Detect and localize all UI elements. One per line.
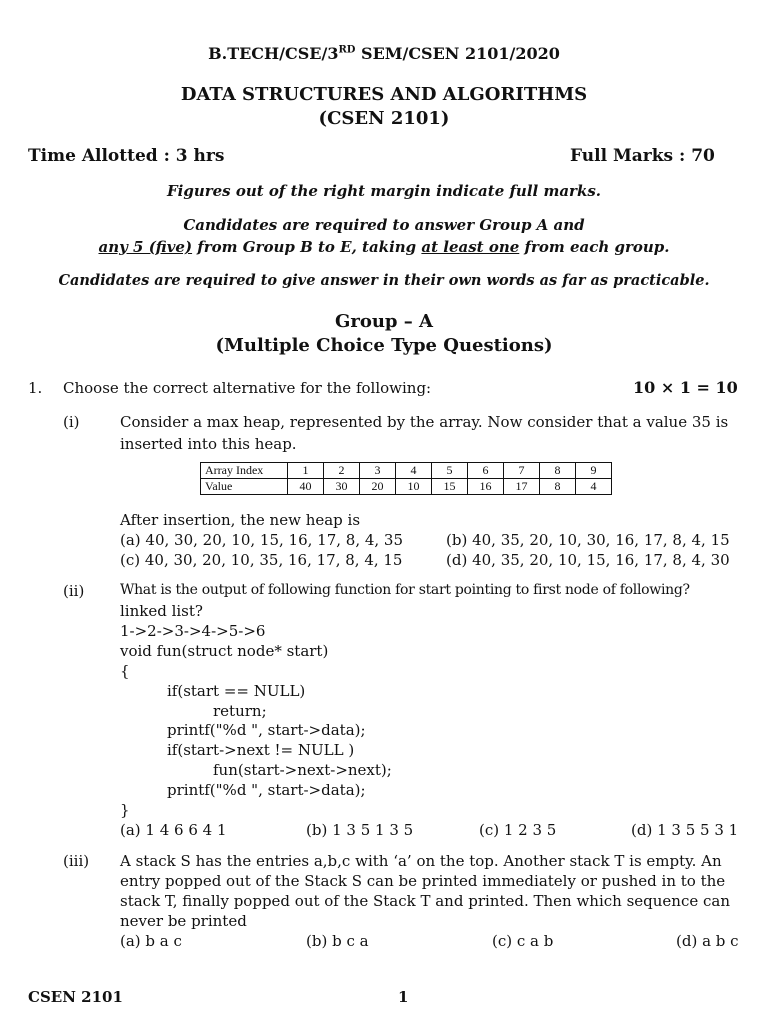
- table-cell: 20: [360, 479, 396, 495]
- value-row: [201, 479, 612, 495]
- sub-question-line: stack T, finally popped out of the Stack T and printed. Then which sequence can: [120, 892, 731, 910]
- option-c: (c) 1 2 3 5: [479, 821, 557, 839]
- table-cell: 15: [432, 479, 468, 495]
- table-cell: 5: [432, 463, 468, 479]
- sub-question-line: After insertion, the new heap is: [120, 511, 361, 529]
- sub-question-line: What is the output of following function for start pointing to first node of following?: [120, 582, 690, 598]
- paper-title: DATA STRUCTURES AND ALGORITHMS: [180, 84, 588, 105]
- full-marks: Full Marks : 70: [570, 146, 715, 166]
- group-subtitle: (Multiple Choice Type Questions): [215, 335, 553, 356]
- table-cell: 10: [396, 479, 432, 495]
- code-line: 1->2->3->4->5->6: [120, 622, 266, 640]
- footer-code: CSEN 2101: [28, 988, 123, 1006]
- option-a: (a) b a c: [120, 932, 182, 950]
- page-number: 1: [398, 988, 409, 1006]
- at-least-one-text: at least one: [421, 238, 520, 256]
- paper-code-suffix: SEM/CSEN 2101/2020: [355, 44, 560, 63]
- instruction-own-words: Candidates are required to give answer in their own words as far as practicable.: [58, 272, 710, 289]
- table-cell: 1: [288, 463, 324, 479]
- table-cell: 7: [504, 463, 540, 479]
- instruction-margin-marks: Figures out of the right margin indicate full marks.: [166, 182, 602, 200]
- group-title: Group – A: [334, 311, 434, 332]
- sub-question-line: entry popped out of the Stack S can be printed immediately or pushed in to the: [120, 872, 726, 890]
- instruction-mid-text: from Group B to E, taking: [192, 238, 422, 256]
- sub-question-number: (iii): [63, 852, 90, 870]
- option-c: (c) c a b: [492, 932, 554, 950]
- option-d: (d) 40, 35, 20, 10, 15, 16, 17, 8, 4, 30: [446, 551, 730, 569]
- heap-array-table: [200, 462, 612, 495]
- code-line: if(start == NULL): [167, 682, 306, 700]
- array-index-row: [201, 463, 612, 479]
- paper-subtitle: (CSEN 2101): [318, 108, 450, 129]
- any-five-text: any 5 (five): [98, 238, 193, 256]
- table-cell: 30: [324, 479, 360, 495]
- table-cell: 17: [504, 479, 540, 495]
- sub-question-line: linked list?: [120, 602, 203, 620]
- sub-question-line: inserted into this heap.: [120, 435, 297, 453]
- option-b: (b) 1 3 5 1 3 5: [306, 821, 414, 839]
- table-header-cell: Value: [201, 479, 288, 495]
- sub-question-line: A stack S has the entries a,b,c with ‘a’ on the top. Another stack T is empty. An: [120, 852, 722, 870]
- code-line: printf("%d ", start->data);: [167, 781, 366, 799]
- sub-question-line: Consider a max heap, represented by the array. Now consider that a value 35 is: [120, 413, 729, 431]
- option-d: (d) a b c: [676, 932, 739, 950]
- time-allotted: Time Allotted : 3 hrs: [28, 146, 225, 166]
- sub-question-number: (i): [63, 413, 80, 431]
- option-b: (b) b c a: [306, 932, 369, 950]
- option-c: (c) 40, 30, 20, 10, 35, 16, 17, 8, 4, 15: [120, 551, 403, 569]
- table-cell: 6: [468, 463, 504, 479]
- table-cell: 3: [360, 463, 396, 479]
- table-cell: 4: [576, 479, 612, 495]
- instruction-group-a: Candidates are required to answer Group A and: [183, 216, 585, 234]
- table-cell: 4: [396, 463, 432, 479]
- table-cell: 2: [324, 463, 360, 479]
- code-line: printf("%d ", start->data);: [167, 721, 366, 739]
- table-cell: 9: [576, 463, 612, 479]
- paper-code: [0, 44, 768, 63]
- code-line: {: [120, 662, 130, 680]
- question-marks: 10 × 1 = 10: [633, 378, 738, 397]
- code-line: return;: [213, 702, 267, 720]
- code-line: }: [120, 801, 130, 819]
- semester-superscript: RD: [338, 44, 356, 56]
- table-header-cell: Array Index: [201, 463, 288, 479]
- sub-question-line: never be printed: [120, 912, 247, 930]
- option-a: (a) 1 4 6 6 4 1: [120, 821, 227, 839]
- instruction-any-five: [0, 238, 768, 256]
- instruction-end-text: from each group.: [519, 238, 670, 256]
- paper-code-prefix: B.TECH/CSE/3: [208, 44, 339, 63]
- question-number: 1.: [28, 379, 43, 397]
- table-cell: 8: [540, 479, 576, 495]
- sub-question-number: (ii): [63, 582, 85, 600]
- table-cell: 8: [540, 463, 576, 479]
- code-line: fun(start->next->next);: [213, 761, 392, 779]
- option-a: (a) 40, 30, 20, 10, 15, 16, 17, 8, 4, 35: [120, 531, 404, 549]
- option-d: (d) 1 3 5 5 3 1: [631, 821, 739, 839]
- table-cell: 16: [468, 479, 504, 495]
- table-cell: 40: [288, 479, 324, 495]
- code-line: void fun(struct node* start): [120, 642, 329, 660]
- question-text: Choose the correct alternative for the following:: [63, 379, 432, 397]
- option-b: (b) 40, 35, 20, 10, 30, 16, 17, 8, 4, 15: [446, 531, 730, 549]
- code-line: if(start->next != NULL ): [167, 741, 355, 759]
